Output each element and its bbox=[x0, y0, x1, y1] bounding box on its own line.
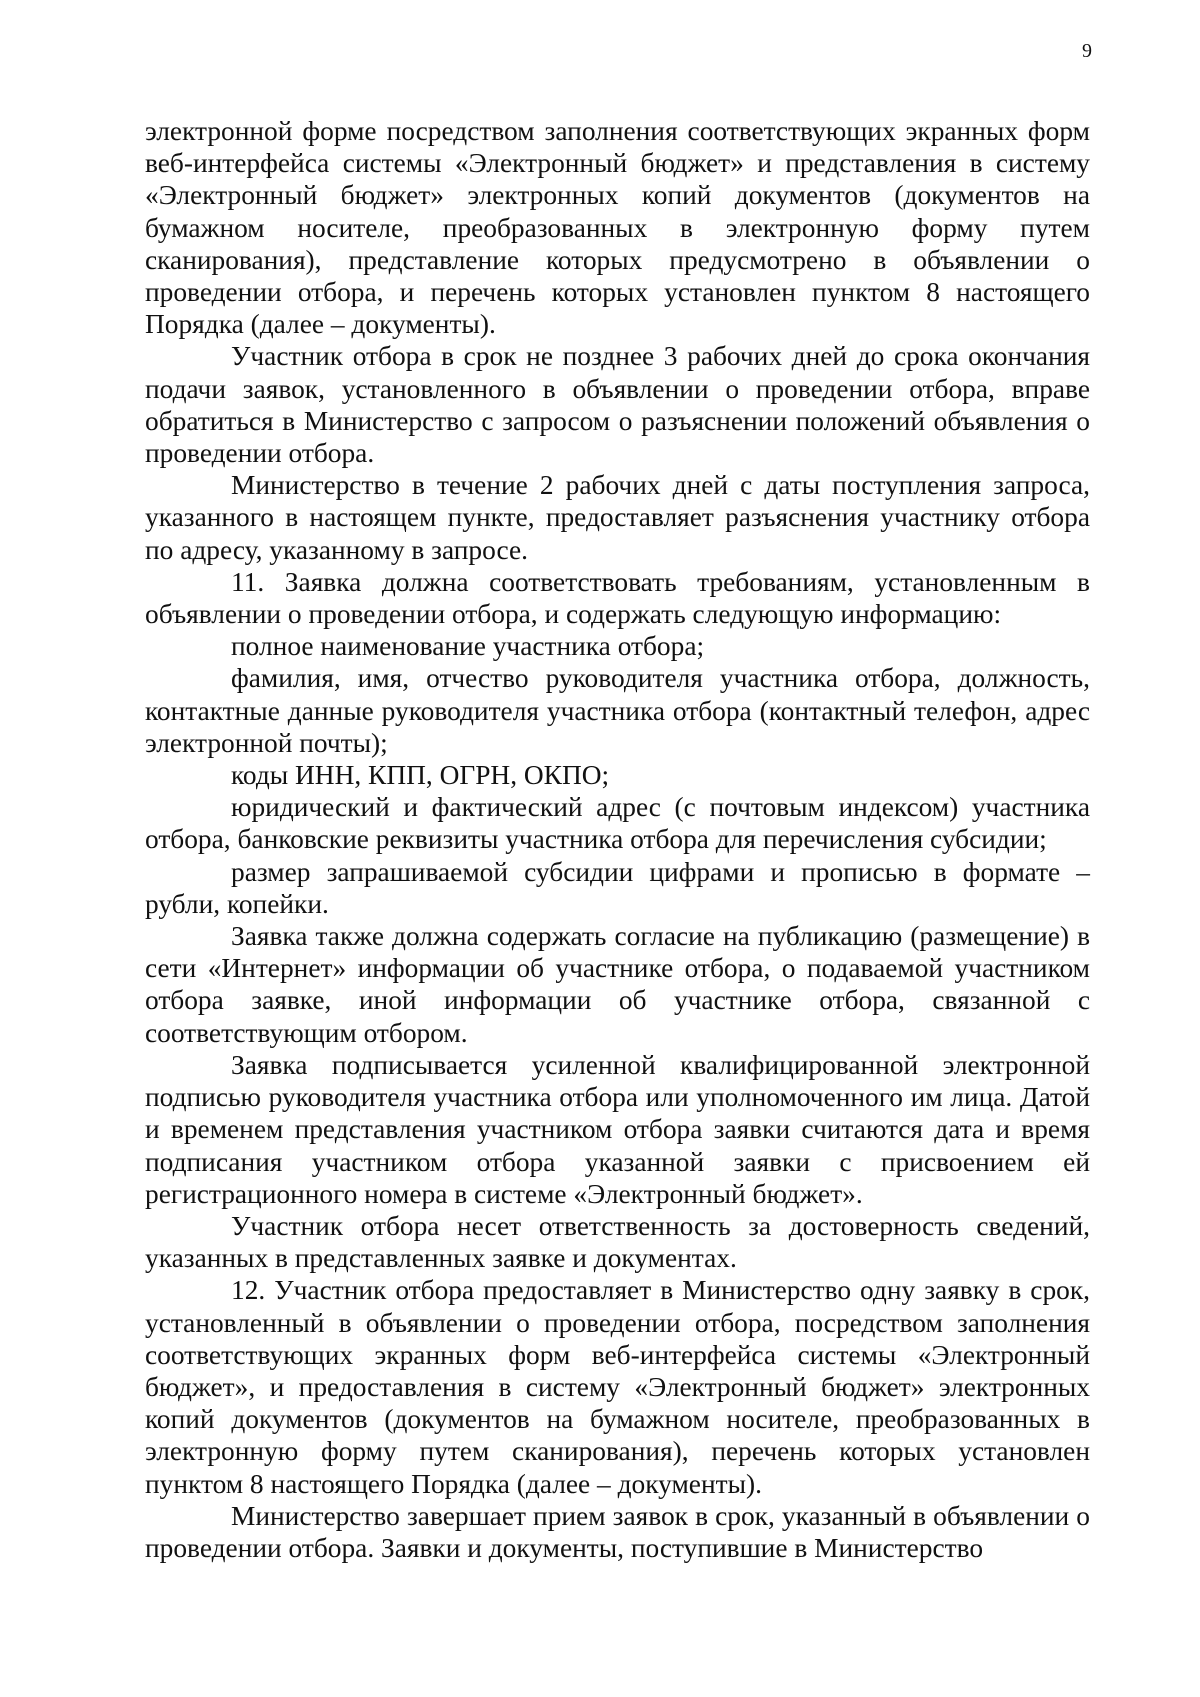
paragraph: Участник отбора в срок не позднее 3 рабочих дней до срока окончания подачи заявок, установленного в объявлении о проведении отбора, вправе обратиться в Министерство с запросом о разъяснении положений объявления о проведении отбора. bbox=[145, 341, 1090, 469]
list-item: юридический и фактический адрес (с почтовым индексом) участника отбора, банковские реквизиты участника отбора для перечисления субсидии; bbox=[145, 792, 1090, 855]
paragraph: Заявка также должна содержать согласие на публикацию (размещение) в сети «Интернет» информации об участнике отбора, о подаваемой участником отбора заявке, иной информации об участнике отбора, связанной с соответствующим отбором. bbox=[145, 921, 1090, 1048]
paragraph: Участник отбора несет ответственность за достоверность сведений, указанных в представленных заявке и документах. bbox=[145, 1210, 1090, 1274]
list-item: полное наименование участника отбора; bbox=[231, 631, 705, 662]
list-item: коды ИНН, КПП, ОГРН, ОКПО; bbox=[231, 760, 610, 791]
clause-11: 11. Заявка должна соответствовать требованиям, установленным в объявлении о проведении отбора, и содержать следующую информацию: bbox=[145, 566, 1090, 630]
paragraph: Министерство завершает прием заявок в срок, указанный в объявлении о проведении отбора. Заявки и документы, поступившие в Министерство bbox=[145, 1500, 1090, 1563]
paragraph: Заявка подписывается усиленной квалифицированной электронной подписью руководителя участника отбора или уполномоченного им лица. Датой и временем представления участником отбора заявки считаются дата и время подписания участником отбора указанной заявки с присвоением ей регистрационного номера в системе «Электронный бюджет». bbox=[145, 1049, 1090, 1209]
list-item: фамилия, имя, отчество руководителя участника отбора, должность, контактные данные руководителя участника отбора (контактный телефон, адрес электронной почты); bbox=[145, 663, 1090, 758]
paragraph: Министерство в течение 2 рабочих дней с даты поступления запроса, указанного в настоящем пункте, предоставляет разъяснения участнику отбора по адресу, указанному в запросе. bbox=[145, 470, 1090, 565]
clause-12: 12. Участник отбора предоставляет в Министерство одну заявку в срок, установленный в объявлении о проведении отбора, посредством заполнения соответствующих экранных форм веб-интерфейса системы «Электронный бюджет», и предоставления в систему «Электронный бюджет» электронных копий документов (документов на бумажном носителе, преобразованных в электронную форму путем сканирования), перечень которых установлен пунктом 8 настоящего Порядка (далее – документы). bbox=[145, 1275, 1090, 1499]
paragraph-continuation: электронной форме посредством заполнения соответствующих экранных форм веб-интерфейса системы «Электронный бюджет» и представления в систему «Электронный бюджет» электронных копий документов (документов на бумажном носителе, преобразованных в электронную форму путем сканирования), представление которых предусмотрено в объявлении о проведении отбора, и перечень которых установлен пунктом 8 настоящего Порядка (далее – документы). bbox=[145, 116, 1090, 340]
page-number: 9 bbox=[1082, 40, 1092, 62]
document-body bbox=[145, 115, 1090, 1564]
list-item: размер запрашиваемой субсидии цифрами и прописью в формате – рубли, копейки. bbox=[145, 856, 1090, 919]
